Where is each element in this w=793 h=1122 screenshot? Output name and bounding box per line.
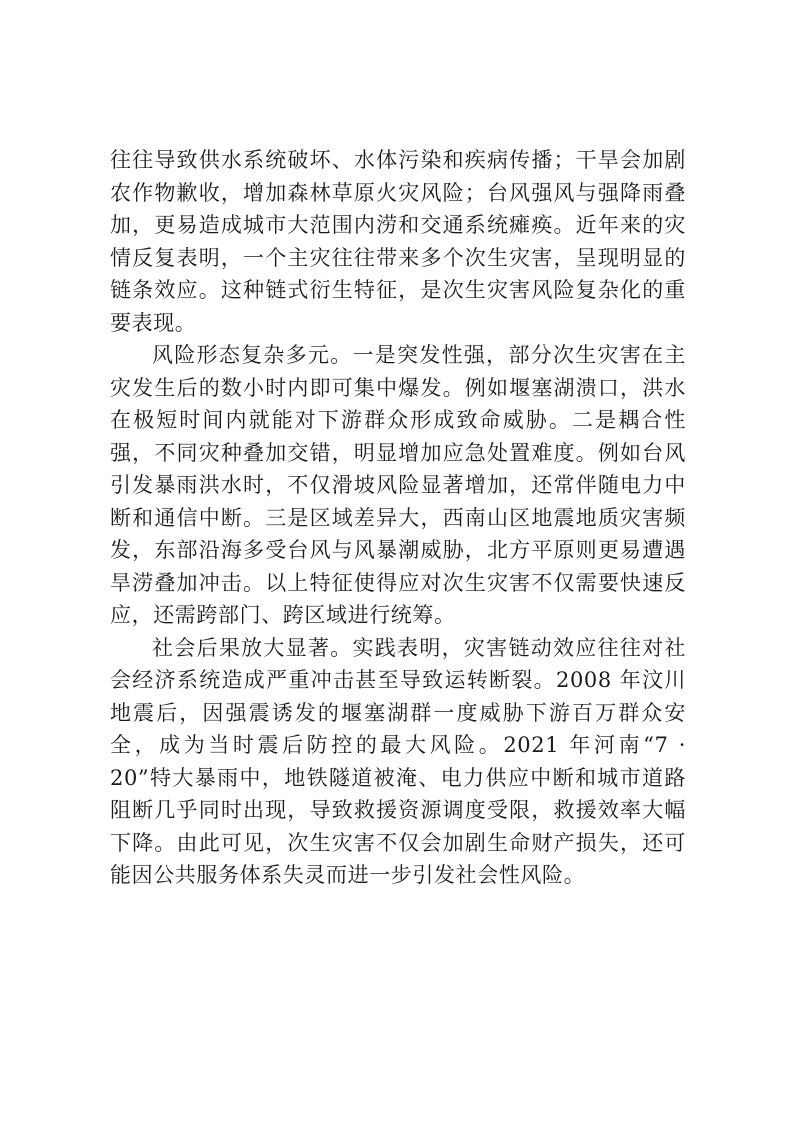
- paragraph-3: 社会后果放大显著。实践表明，灾害链动效应往往对社会经济系统造成严重冲击甚至导致运转断裂。2008 年汶川地震后，因强震诱发的堰塞湖群一度威胁下游百万群众安全，成为当时震后防控的最大风险。2021 年河南“7 · 20”特大暴雨中，地铁隧道被淹、电力供应中断和城市道路阻断几乎同时出现，导致救援资源调度受限，救援效率大幅下降。由此可见，次生灾害不仅会加剧生命财产损失，还可能因公共服务体系失灵而进一步引发社会性风险。: [110, 635, 686, 887]
- paragraph-1: 往往导致供水系统破坏、水体污染和疾病传播；干旱会加剧农作物歉收，增加森林草原火灾风险；台风强风与强降雨叠加，更易造成城市大范围内涝和交通系统瘫痪。近年来的灾情反复表明，一个主灾往往带来多个次生灾害，呈现明显的链条效应。这种链式衍生特征，是次生灾害风险复杂化的重要表现。: [110, 148, 686, 335]
- paragraph-2: 风险形态复杂多元。一是突发性强，部分次生灾害在主灾发生后的数小时内即可集中爆发。例如堰塞湖溃口，洪水在极短时间内就能对下游群众形成致命威胁。二是耦合性强，不同灾种叠加交错，明显增加应急处置难度。例如台风引发暴雨洪水时，不仅滑坡风险显著增加，还常伴随电力中断和通信中断。三是区域差异大，西南山区地震地质灾害频发，东部沿海多受台风与风暴潮威胁，北方平原则更易遭遇旱涝叠加冲击。以上特征使得应对次生灾害不仅需要快速反应，还需跨部门、跨区域进行统筹。: [110, 343, 686, 627]
- body-text: [110, 144, 686, 892]
